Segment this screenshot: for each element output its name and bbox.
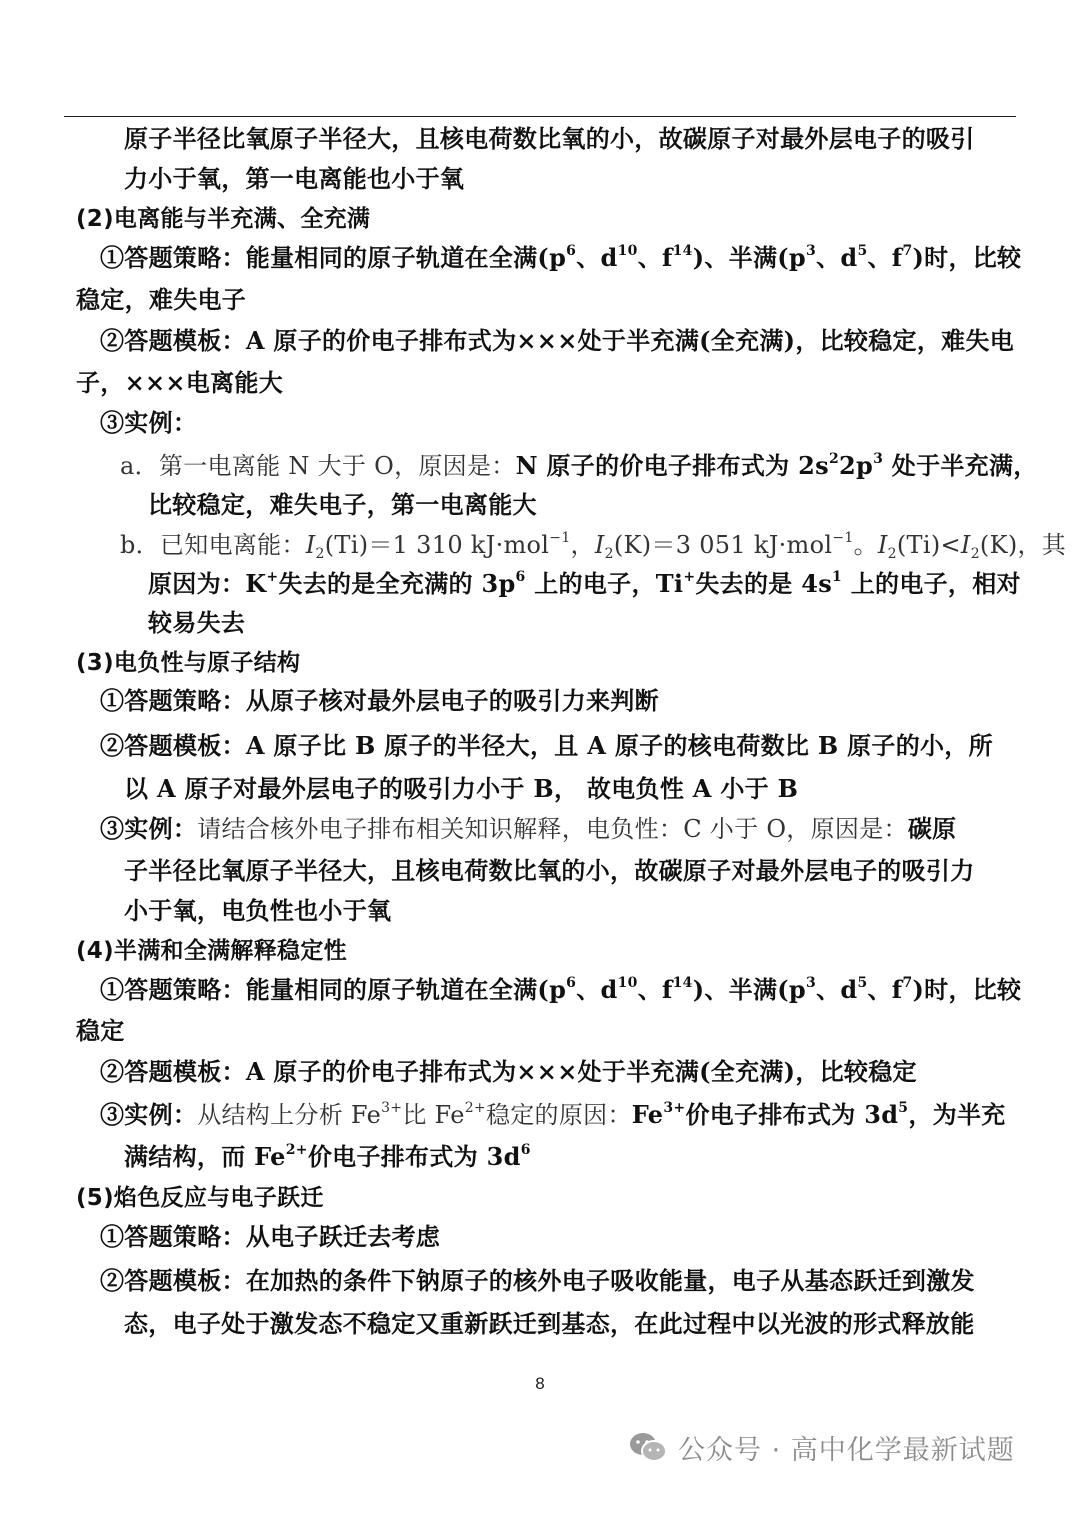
example-line: ③实例：从结构上分析 $Fe^{3+}$比 $Fe^{2+}$稳定的原因：$Fe^{3+}$价电子排布式为 $3d^5$，为半充 bbox=[100, 1100, 1006, 1129]
text-line: 子半径比氧原子半径大，且核电荷数比氧的小，故碳原子对最外层电子的吸引力 bbox=[124, 856, 975, 885]
text-line: 稳定，难失电子 bbox=[76, 285, 247, 314]
strategy-line: ①答题策略：能量相同的原子轨道在全满($p^6$、$d^{10}$、$f^{14}$)、半满($p^3$、$d^5$、$f^7$)时，比较 bbox=[100, 975, 1022, 1004]
page-number: 8 bbox=[535, 1374, 545, 1393]
text-line: 比较稳定，难失电子，第一电离能大 bbox=[148, 490, 537, 519]
text-line: 较易失去 bbox=[148, 608, 246, 637]
wechat-icon bbox=[628, 1431, 668, 1465]
template-line: ②答题模板：A 原子比 B 原子的半径大，且 A 原子的核电荷数比 B 原子的小，所 bbox=[100, 731, 993, 760]
text-line: 子，×××电离能大 bbox=[76, 368, 284, 397]
section-heading-2: (2)电离能与半充满、全充满 bbox=[76, 206, 371, 232]
text-line: 稳定 bbox=[76, 1016, 125, 1045]
section-heading-5: (5)焰色反应与电子跃迁 bbox=[76, 1185, 324, 1211]
example-a: a．第一电离能 N 大于 O，原因是：N 原子的价电子排布式为 $2s^22p^3$ 处于半充满， bbox=[120, 451, 1038, 480]
strategy-line: ①答题策略：能量相同的原子轨道在全满($p^6$、$d^{10}$、$f^{14}$)、半满($p^3$、$d^5$、$f^7$)时，比较 bbox=[100, 243, 1022, 272]
text-line: 原子半径比氧原子半径大，且核电荷数比氧的小，故碳原子对最外层电子的吸引 bbox=[124, 124, 975, 153]
section-heading-3: (3)电负性与原子结构 bbox=[76, 650, 301, 676]
text-line: 原因为：K+失去的是全充满的 $3p^6$ 上的电子，Ti+失去的是 $4s^1$ 上的电子，相对 bbox=[148, 569, 1021, 598]
example-label: ③实例： bbox=[100, 408, 198, 437]
strategy-line: ①答题策略：从原子核对最外层电子的吸引力来判断 bbox=[100, 686, 659, 715]
template-line: ②答题模板：A 原子的价电子排布式为×××处于半充满(全充满)，比较稳定 bbox=[100, 1057, 917, 1086]
watermark bbox=[628, 1428, 1015, 1467]
text-line: 态，电子处于激发态不稳定又重新跃迁到基态，在此过程中以光波的形式释放能 bbox=[124, 1309, 975, 1338]
text-line: 力小于氧，第一电离能也小于氧 bbox=[124, 164, 465, 193]
text-line: 满结构，而 $Fe^{2+}$价电子排布式为 $3d^6$ bbox=[124, 1142, 531, 1171]
template-line: ②答题模板：在加热的条件下钠原子的核外电子吸收能量，电子从基态跃迁到激发 bbox=[100, 1266, 975, 1295]
template-line: ②答题模板：A 原子的价电子排布式为×××处于半充满(全充满)，比较稳定，难失电 bbox=[100, 326, 1015, 355]
watermark-text: 公众号 · 高中化学最新试题 bbox=[678, 1435, 1015, 1466]
text-line: 以 A 原子对最外层电子的吸引力小于 B， 故电负性 A 小于 B bbox=[124, 774, 799, 803]
strategy-line: ①答题策略：从电子跃迁去考虑 bbox=[100, 1222, 441, 1251]
example-line: ③实例：请结合核外电子排布相关知识解释，电负性：C 小于 O，原因是：碳原 bbox=[100, 814, 957, 843]
text-line: 小于氧，电负性也小于氧 bbox=[124, 896, 392, 925]
example-b: b．已知电离能：$I_2(Ti)=1$ 310 kJ·mol$^{-1}$，$I_2(K)=3$ 051 kJ·mol$^{-1}$。$I_2(Ti)<I_2(K)$，其 bbox=[120, 530, 1067, 562]
header-rule bbox=[64, 116, 1016, 117]
section-heading-4: (4)半满和全满解释稳定性 bbox=[76, 938, 347, 964]
